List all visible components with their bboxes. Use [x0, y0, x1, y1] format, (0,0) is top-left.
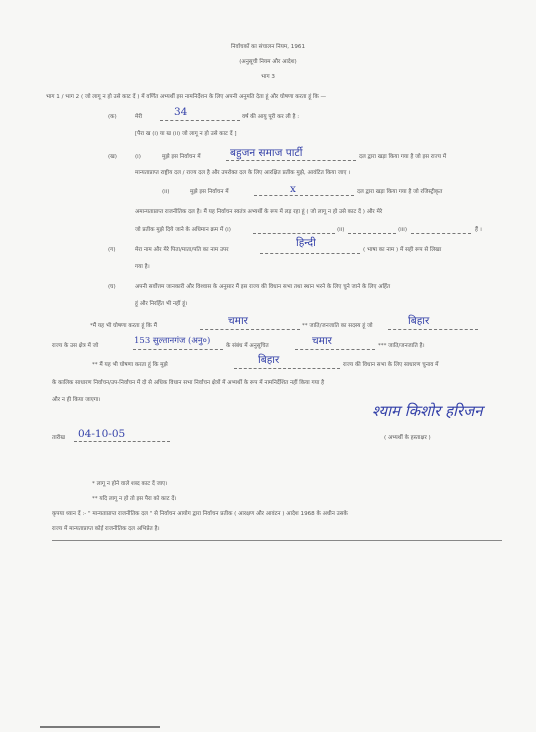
caste-line2-pre: राज्य के उस क्षेत्र में जो [52, 343, 99, 349]
caste-decl-pre: *मैं यह भी घोषणा करता हूं कि मैं [90, 323, 157, 329]
clause-kh-i-line2: मान्यताप्राप्त राष्ट्रीय दल / राज्य दल है और उपरोक्त दल के लिए आरक्षित प्रतीक मुझे, आवंटित किया जाए । [135, 170, 351, 176]
clause-g-line2: गया है। [135, 264, 150, 270]
clause-k-label: (क) [108, 114, 117, 120]
clause-kh-ii-label: (ii) [162, 189, 170, 195]
intro-declaration: भाग 1 / भाग 2 ( जो लागू न हो उसे काट दें ) में वर्णित अभ्यर्थी इस नामनिर्देशन के लिए अपनी अनुमति देता हूं और घोषणा करता हूं कि — [46, 94, 327, 100]
caste-line2-mid: के संबंध में अनुसूचित [226, 343, 269, 349]
form-header-title: निर्वाचकों का संचालन नियम, 1961 [230, 44, 306, 50]
party-line [226, 160, 356, 161]
state2-value: बिहार [258, 354, 280, 366]
candidate-signature: श्याम किशोर हरिजन [372, 402, 483, 420]
clause-g-label: (ग) [108, 247, 116, 253]
clause-gh-line2: हूं और निरर्हित भी नहीं हूं। [135, 301, 188, 307]
caste-line [200, 329, 300, 330]
language-line [260, 253, 360, 254]
clause-k-pre: मेरी [135, 114, 143, 120]
footnote-note-line2: राज्य में मान्यताप्राप्त कोई राजनीतिक दल अभिप्रेत है। [52, 526, 160, 532]
state-value: बिहार [408, 315, 430, 327]
area-value: 153 सुल्तानगंज (अनु०) [134, 336, 211, 346]
footnote-2: ** यदि लागू न हो तो इस पैरा को काट दें। [92, 496, 177, 502]
clause-k-post: वर्ष की आयु पूरी कर ली है : [242, 114, 300, 120]
symbol-3-line [411, 233, 471, 234]
caste-line3-pre: ** मैं यह भी घोषणा करता हूं कि मुझे [92, 362, 168, 368]
signature-caption: ( अभ्यर्थी के हस्ताक्षर ) [384, 435, 431, 441]
footer-rule [52, 540, 502, 541]
party-name: बहुजन समाज पार्टी [230, 147, 303, 159]
symbol-1-line [253, 233, 335, 234]
caste-line5: और न ही किया जाएगा। [52, 397, 101, 403]
caste2-value: चमार [312, 335, 332, 347]
clause-kh-ii-line3a: जो प्रतीक मुझे दिये जाने के अधिमान क्रम में (i) [135, 227, 231, 233]
state-line [388, 329, 478, 330]
scan-edge-mark [40, 726, 160, 728]
clause-kh-ii-line2: अमान्यताप्राप्त राजनीतिक दल है। मैं यह निर्वाचन स्वतंत्र अभ्यर्थी के रूप में लड़ रहा हूं ( जो लागू न हो उसे काट दें ) और मेरे [135, 209, 383, 215]
date-value: 04-10-05 [78, 428, 126, 440]
clause-g-post: ( भाषा का नाम ) में सही रूप से लिखा [363, 247, 442, 253]
clause-kh-ii-pre: मुझे इस निर्वाचन में [190, 189, 229, 195]
clause-kh-ii-post: दल द्वारा खड़ा किया गया है जो रजिस्ट्रीकृत [357, 189, 443, 195]
age-line [160, 120, 240, 121]
ii-strike-mark: x [290, 183, 296, 195]
clause-kh-ii-line3d: हैं । [475, 227, 482, 233]
clause-kh-i-label: (i) [135, 154, 141, 160]
clause-gh-label: (घ) [108, 284, 116, 290]
form-header-subtitle: (अनुसूची नियम और आदेश) [239, 59, 297, 65]
age-value: 34 [174, 106, 188, 118]
footnote-1: * लागू न होने वाले शब्द काट दें जाए। [92, 481, 168, 487]
date-label: तारीख [52, 435, 65, 441]
caste-line3-post: राज्य की विधान सभा के लिए साधारण चुनाव में [343, 362, 439, 368]
caste-line4: के कालिक साधारण निर्वाचन/उप-निर्वाचन में दो से अधिक विधान सभा निर्वाचन क्षेत्रों में अभ्यर्थी के रूप में नामनिर्देशित नहीं किया गया है [52, 380, 325, 386]
clause-g-pre: मेरा नाम और मेरे पिता/माता/पति का नाम उपर [135, 247, 229, 253]
clause-k-note: [पैरा ख (i) या ख (ii) जो लागू न हो उसे काट दें ] [135, 131, 237, 137]
footnote-note-line1: कृपया ध्यान दें :- " मान्यताप्राप्त राजनीतिक दल " से निर्वाचन आयोग द्वारा निर्वाचन प्रतीक ( आरक्षण और आवंटन ) आदेश 1968 के अधीन उसके [52, 511, 348, 517]
caste2-line [295, 349, 375, 350]
form-part-number: भाग 3 [261, 74, 275, 80]
clause-kh-i-post: दल द्वारा खड़ा किया गया है जो इस राज्य में [359, 154, 447, 160]
caste-line2-post: *** जाति/जनजाति है। [378, 343, 425, 349]
area-line [133, 349, 223, 350]
symbol-2-line [348, 233, 396, 234]
clause-kh-i-pre: मुझे इस निर्वाचन में [162, 154, 201, 160]
language-value: हिन्दी [296, 237, 316, 249]
clause-gh-line1: अपनी सर्वोत्तम जानकारी और विश्वास के अनुसार मैं इस राज्य की विधान सभा तथा स्थान भरने के लिए चुने जाने के लिए अर्हित [135, 284, 391, 290]
symbol-2-label: (ii) [337, 227, 345, 233]
caste-decl-mid: ** जाति/जनजाति का सदस्य हूं जो [302, 323, 373, 329]
caste-value: चमार [228, 315, 248, 327]
state2-line [234, 368, 340, 369]
date-line [74, 441, 170, 442]
clause-kh-label: (ख) [108, 154, 117, 160]
symbol-3-label: (iii) [398, 227, 408, 233]
ii-party-line [254, 195, 354, 196]
